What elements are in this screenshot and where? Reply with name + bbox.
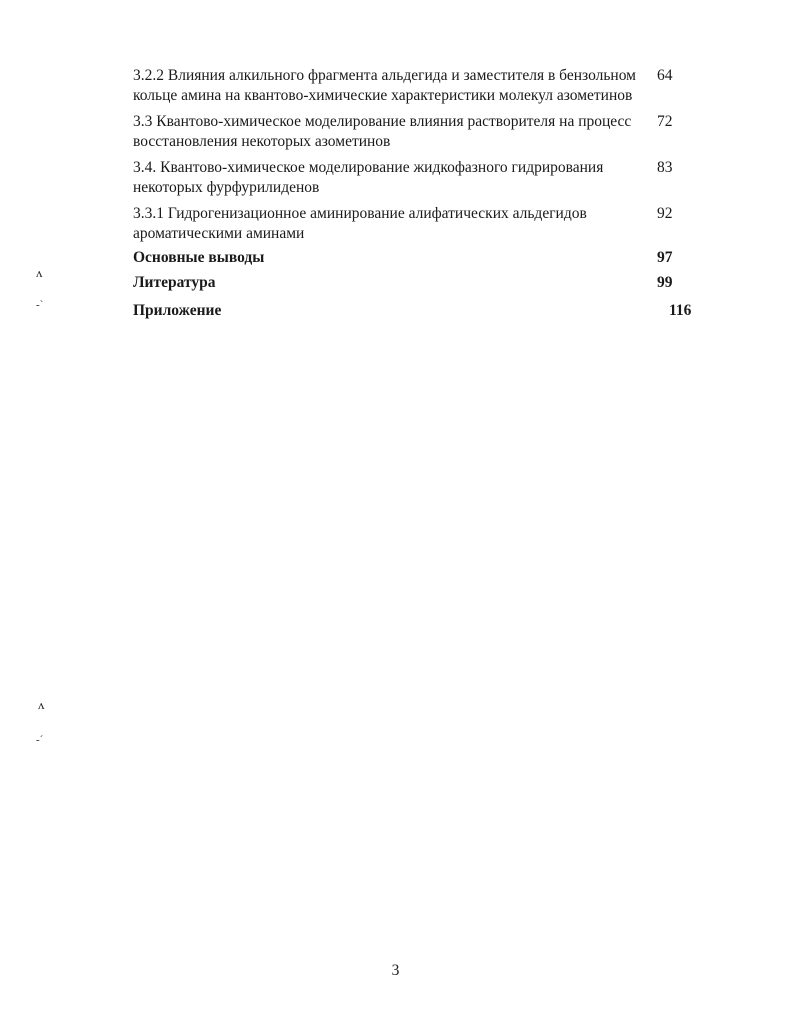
page-number: 3	[391, 962, 400, 979]
toc-entry-page: 64	[657, 67, 673, 84]
toc-entry-page: 97	[657, 249, 673, 266]
toc-entry-conclusions	[133, 248, 713, 268]
toc-entry-title: Литература	[133, 273, 216, 291]
scan-mark-caret: ʌ	[36, 265, 43, 280]
scan-mark-caret: ʌ	[38, 697, 45, 712]
table-of-contents	[133, 66, 713, 321]
toc-entry-appendix	[133, 301, 713, 321]
toc-entry-3-2-2	[133, 66, 713, 105]
toc-entry-3-3	[133, 112, 713, 151]
toc-entry-page: 72	[657, 113, 673, 130]
toc-entry-title: 3.2.2 Влияния алкильного фрагмента альдегида и заместителя в бензольном кольце амина на квантово-химические характеристики молекул азометинов	[133, 67, 636, 104]
toc-entry-title: Основные выводы	[133, 249, 265, 266]
toc-entry-title: 3.3 Квантово-химическое моделирование влияния растворителя на процесс восстановления некоторых азометинов	[133, 113, 632, 150]
toc-entry-literature	[133, 273, 713, 293]
toc-entry-title: 3.4. Квантово-химическое моделирование жидкофазного гидрирования некоторых фурфурилиденов	[133, 159, 604, 196]
toc-entry-3-4	[133, 158, 713, 197]
toc-entry-title: 3.3.1 Гидрогенизационное аминирование алифатических альдегидов ароматическими аминами	[133, 205, 587, 242]
toc-entry-page: 99	[657, 273, 673, 291]
toc-entry-3-3-1	[133, 204, 713, 243]
toc-entry-page: 92	[657, 205, 673, 222]
scan-mark-dash: ‐ˊ	[36, 734, 44, 746]
toc-entry-page: 83	[657, 159, 673, 176]
toc-entry-page: 116	[669, 302, 692, 319]
scan-mark-dash: ‐ˋ	[36, 299, 44, 311]
toc-entry-title: Приложение	[133, 302, 222, 319]
